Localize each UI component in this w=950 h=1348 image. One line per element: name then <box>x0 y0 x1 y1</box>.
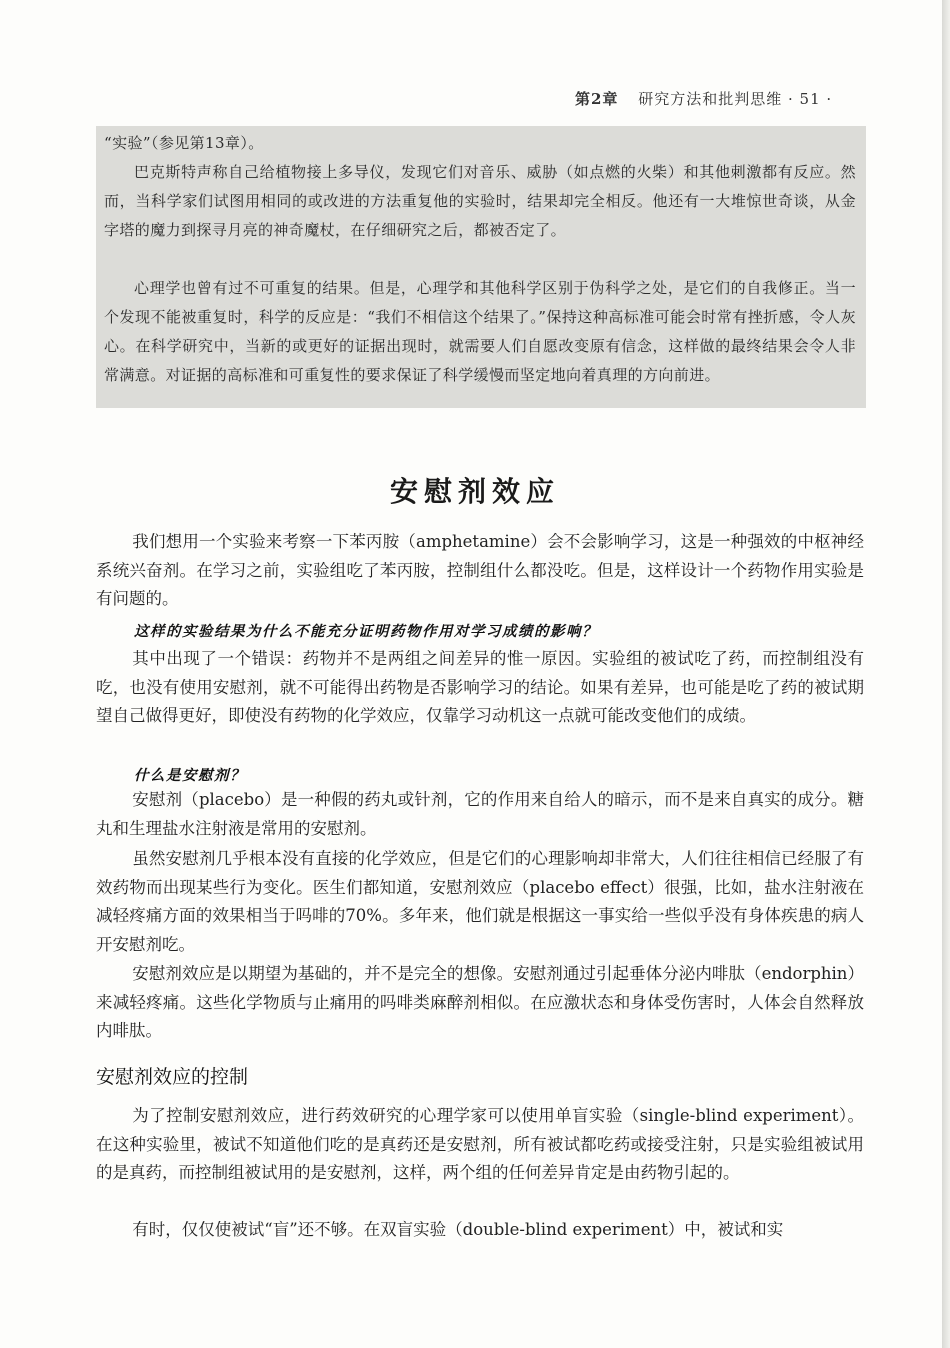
box-paragraph: 心理学也曾有过不可重复的结果。但是，心理学和其他科学区别于伪科学之处，是它们的自我修正。当一个发现不能被重复时，科学的反应是：“我们不相信这个结果了。”保持这种高标准可能会时常有挫折感，令人灰心。在科学研究中，当新的或更好的证据出现时，就需要人们自愿改变原有信念，这样做的最终结果会令人非常满意。对证据的高标准和可重复性的要求保证了科学缓慢而坚定地向着真理的方向前进。 <box>104 279 856 384</box>
box-paragraph: “实验”（参见第13章）。 <box>104 134 264 152</box>
body-paragraph: 我们想用一个实验来考察一下苯丙胺（amphetamine）会不会影响学习，这是一种强效的中枢神经系统兴奋剂。在学习之前，实验组吃了苯丙胺，控制组什么都没吃。但是，这样设计一个药物作用实验是有问题的。 <box>96 532 864 608</box>
section-title: 安慰剂效应 <box>389 475 560 508</box>
question-prompt: 什么是安慰剂？ <box>134 767 246 784</box>
body-paragraph: 其中出现了一个错误：药物并不是两组之间差异的惟一原因。实验组的被试吃了药，而控制组没有吃，也没有使用安慰剂，就不可能得出药物是否影响学习的结论。如果有差异，也可能是吃了药的被试期望自己做得更好，即使没有药物的化学效应，仅靠学习动机这一点就可能改变他们的成绩。 <box>96 649 864 725</box>
box-paragraph: 巴克斯特声称自己给植物接上多导仪，发现它们对音乐、威胁（如点燃的火柴）和其他刺激都有反应。然而，当科学家们试图用相同的或改进的方法重复他的实验时，结果却完全相反。他还有一大堆惊世奇谈，从金字塔的魔力到探寻月亮的神奇魔杖，在仔细研究之后，都被否定了。 <box>104 163 856 239</box>
page-number: · 51 · <box>788 90 833 108</box>
body-paragraph: 有时，仅仅使被试“盲”还不够。在双盲实验（double-blind experiment）中，被试和实 <box>132 1220 784 1239</box>
body-paragraph: 安慰剂（placebo）是一种假的药丸或针剂，它的作用来自给人的暗示，而不是来自真实的成分。糖丸和生理盐水注射液是常用的安慰剂。 <box>96 790 864 838</box>
running-head <box>575 88 875 109</box>
subsection-title: 安慰剂效应的控制 <box>96 1066 249 1088</box>
body-paragraph: 安慰剂效应是以期望为基础的，并不是完全的想像。安慰剂通过引起垂体分泌内啡肽（endorphin）来减轻疼痛。这些化学物质与止痛用的吗啡类麻醉剂相似。在应激状态和身体受伤害时，人体会自然释放内啡肽。 <box>96 964 864 1040</box>
chapter-number: 第2章 <box>575 90 619 108</box>
body-paragraph: 为了控制安慰剂效应，进行药效研究的心理学家可以使用单盲实验（single-blind experiment）。在这种实验里，被试不知道他们吃的是真药还是安慰剂，所有被试都吃药或接受注射，只是实验组被试用的是真药，而控制组被试用的是安慰剂，这样，两个组的任何差异肯定是由药物引起的。 <box>96 1106 864 1182</box>
chapter-title: 研究方法和批判思维 <box>638 90 783 108</box>
page-edge-shadow <box>942 0 950 1348</box>
sidebar-box <box>96 126 866 408</box>
question-prompt: 这样的实验结果为什么不能充分证明药物作用对学习成绩的影响？ <box>134 623 598 640</box>
body-paragraph: 虽然安慰剂几乎根本没有直接的化学效应，但是它们的心理影响却非常大，人们往往相信已经服了有效药物而出现某些行为变化。医生们都知道，安慰剂效应（placebo effect）很强，比如，盐水注射液在减轻疼痛方面的效果相当于吗啡的70%。多年来，他们就是根据这一事实给一些似乎没有身体疾患的病人开安慰剂吃。 <box>96 849 864 954</box>
